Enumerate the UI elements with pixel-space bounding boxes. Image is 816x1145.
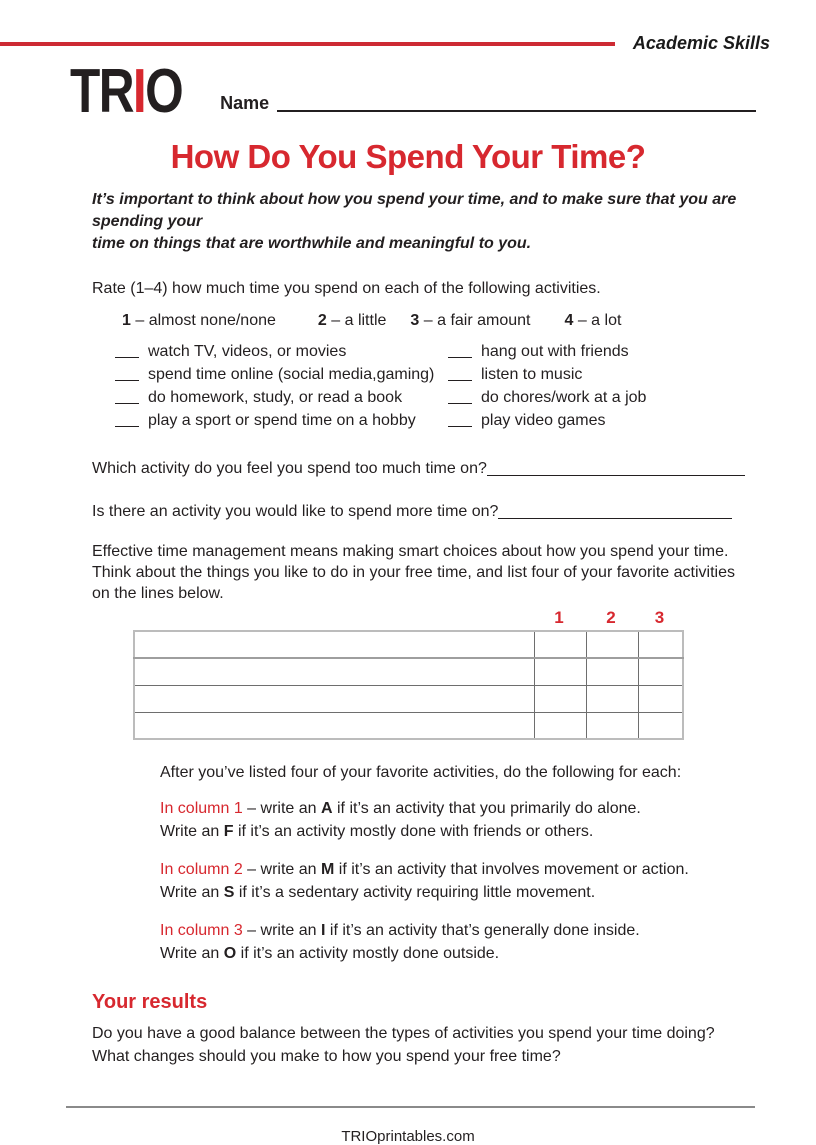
activity-item [448, 343, 629, 361]
col2-cell [586, 658, 638, 685]
activities-row [115, 366, 816, 389]
activities-row [115, 343, 816, 366]
activity-item [448, 412, 606, 430]
scale-item-2 [318, 312, 387, 329]
activity-cell [134, 712, 534, 739]
favorites-intro-line-2: Think about the things you like to do in your free time, and list four of your favorite activities [92, 564, 735, 582]
activity-label: listen to music [481, 366, 583, 384]
activity-label: do chores/work at a job [481, 389, 647, 407]
activities-row [115, 412, 816, 435]
activity-label: spend time online (social media,gaming) [148, 366, 435, 384]
activity-label: hang out with friends [481, 343, 629, 361]
instructions-lead: After you’ve listed four of your favorite activities, do the following for each: [160, 764, 682, 782]
scale-label-4: – a lot [573, 312, 622, 330]
table-row [134, 631, 683, 658]
logo-i: I [132, 57, 146, 126]
activity-item [115, 389, 448, 407]
col3-cell [638, 658, 683, 685]
table-row [134, 658, 683, 685]
rating-blank [448, 357, 472, 358]
column-2-line-1 [160, 858, 756, 881]
scale-num-2: 2 [317, 312, 327, 330]
table-row [134, 712, 683, 739]
scale-num-3: 3 [410, 312, 420, 330]
activity-label: watch TV, videos, or movies [148, 343, 347, 361]
favorites-table [133, 630, 684, 740]
col1-cell [534, 631, 586, 658]
column-1-line-1 [160, 797, 756, 820]
col1-cell [534, 685, 586, 712]
intro-line-2: time on things that are worthwhile and meaningful to you. [92, 235, 532, 253]
category-label: Academic Skills [632, 33, 770, 53]
col3-cell [638, 631, 683, 658]
col1-cell [534, 658, 586, 685]
scale-item-3 [410, 312, 530, 329]
activity-item [115, 343, 448, 361]
column-3-line-2 [160, 942, 756, 965]
trio-logo [70, 57, 183, 126]
favorites-intro [92, 541, 756, 604]
scale-item-1 [122, 312, 276, 329]
instruction-text: Write an [160, 945, 224, 963]
intro-paragraph [92, 189, 756, 255]
activity-item [115, 412, 448, 430]
rating-blank [115, 403, 139, 404]
col2-cell [586, 631, 638, 658]
logo-tr: TR [70, 57, 133, 126]
instruction-text: Write an [160, 823, 224, 841]
activities-list [115, 343, 816, 435]
scale-item-4 [564, 312, 621, 329]
rating-blank [115, 426, 139, 427]
name-label: Name [220, 93, 270, 114]
scale-num-4: 4 [564, 312, 574, 330]
rating-scale [122, 312, 816, 330]
instruction-letter: I [320, 922, 326, 940]
activity-label: do homework, study, or read a book [148, 389, 403, 407]
instructions-section [160, 764, 756, 965]
activity-cell [134, 658, 534, 685]
col3-cell [638, 712, 683, 739]
instruction-letter: A [320, 800, 333, 818]
instruction-text: if it’s an activity mostly done with friends or others. [233, 823, 594, 841]
column-2-line-2 [160, 881, 756, 904]
results-line-2: What changes should you make to how you spend your free time? [92, 1048, 561, 1066]
activity-cell [134, 685, 534, 712]
instruction-letter: M [320, 861, 335, 879]
rating-blank [448, 403, 472, 404]
footer-website: TRIOprintables.com [341, 1128, 475, 1145]
header-red-rule [0, 42, 615, 46]
activity-label: play video games [481, 412, 606, 430]
favorites-intro-line-3: on the lines below. [92, 585, 224, 603]
activity-label: play a sport or spend time on a hobby [148, 412, 416, 430]
logo-o: O [145, 57, 183, 126]
results-heading: Your results [92, 991, 208, 1014]
instruction-letter: F [223, 823, 234, 841]
results-line-1: Do you have a good balance between the types of activities you spend your time doing? [92, 1025, 715, 1043]
scale-label-1: – almost none/none [130, 312, 276, 330]
answer-blank-line [487, 474, 745, 476]
instruction-text: – write an [242, 861, 321, 879]
col2-cell [586, 685, 638, 712]
activity-item [115, 366, 448, 384]
instruction-text: Write an [160, 884, 224, 902]
favorites-intro-line-1: Effective time management means making smart choices about how you spend your time. [92, 543, 729, 561]
rating-blank [115, 357, 139, 358]
column-header-1: 1 [554, 608, 564, 628]
instruction-text: if it’s an activity that you primarily do alone. [332, 800, 641, 818]
answer-blank-line [498, 517, 732, 519]
header-rule-row [0, 33, 816, 54]
footer-divider [66, 1106, 755, 1108]
table-row [134, 685, 683, 712]
column-2-label: In column 2 [160, 861, 243, 879]
column-3-label: In column 3 [160, 922, 243, 940]
instruction-letter: O [223, 945, 237, 963]
logo-row [70, 57, 756, 126]
col2-cell [586, 712, 638, 739]
scale-label-2: – a little [326, 312, 387, 330]
activity-item [448, 366, 582, 384]
scale-label-3: – a fair amount [419, 312, 531, 330]
scale-num-1: 1 [122, 312, 131, 330]
question-text: Which activity do you feel you spend too much time on? [92, 460, 487, 478]
instruction-text: if it’s an activity that’s generally done inside. [325, 922, 640, 940]
activity-item [448, 389, 646, 407]
table-column-headers [133, 608, 682, 630]
column-3-instruction [160, 919, 756, 965]
intro-line-1: It’s important to think about how you spend your time, and to make sure that you are spending your [92, 191, 737, 231]
col1-cell [534, 712, 586, 739]
instruction-text: if it’s an activity mostly done outside. [236, 945, 500, 963]
name-blank-line [277, 110, 756, 112]
column-1-instruction [160, 797, 756, 843]
rating-blank [448, 380, 472, 381]
rating-prompt: Rate (1–4) how much time you spend on each of the following activities. [92, 280, 601, 298]
column-2-instruction [160, 858, 756, 904]
instruction-text: if it’s a sedentary activity requiring little movement. [234, 884, 596, 902]
activities-row [115, 389, 816, 412]
column-3-line-1 [160, 919, 756, 942]
instruction-letter: S [223, 884, 235, 902]
question-more-time [92, 503, 745, 521]
column-1-line-2 [160, 820, 756, 843]
page-title: How Do You Spend Your Time? [170, 138, 646, 176]
worksheet-page [0, 33, 816, 1145]
instruction-text: if it’s an activity that involves movement or action. [334, 861, 689, 879]
question-text: Is there an activity you would like to spend more time on? [92, 503, 499, 521]
column-header-2: 2 [606, 608, 616, 628]
rating-blank [448, 426, 472, 427]
column-header-3: 3 [654, 608, 665, 628]
question-too-much-time [92, 460, 745, 478]
column-1-label: In column 1 [160, 800, 243, 818]
results-body [92, 1022, 736, 1068]
instruction-text: – write an [242, 922, 321, 940]
activity-cell [134, 631, 534, 658]
instruction-text: – write an [242, 800, 321, 818]
col3-cell [638, 685, 683, 712]
rating-blank [115, 380, 139, 381]
